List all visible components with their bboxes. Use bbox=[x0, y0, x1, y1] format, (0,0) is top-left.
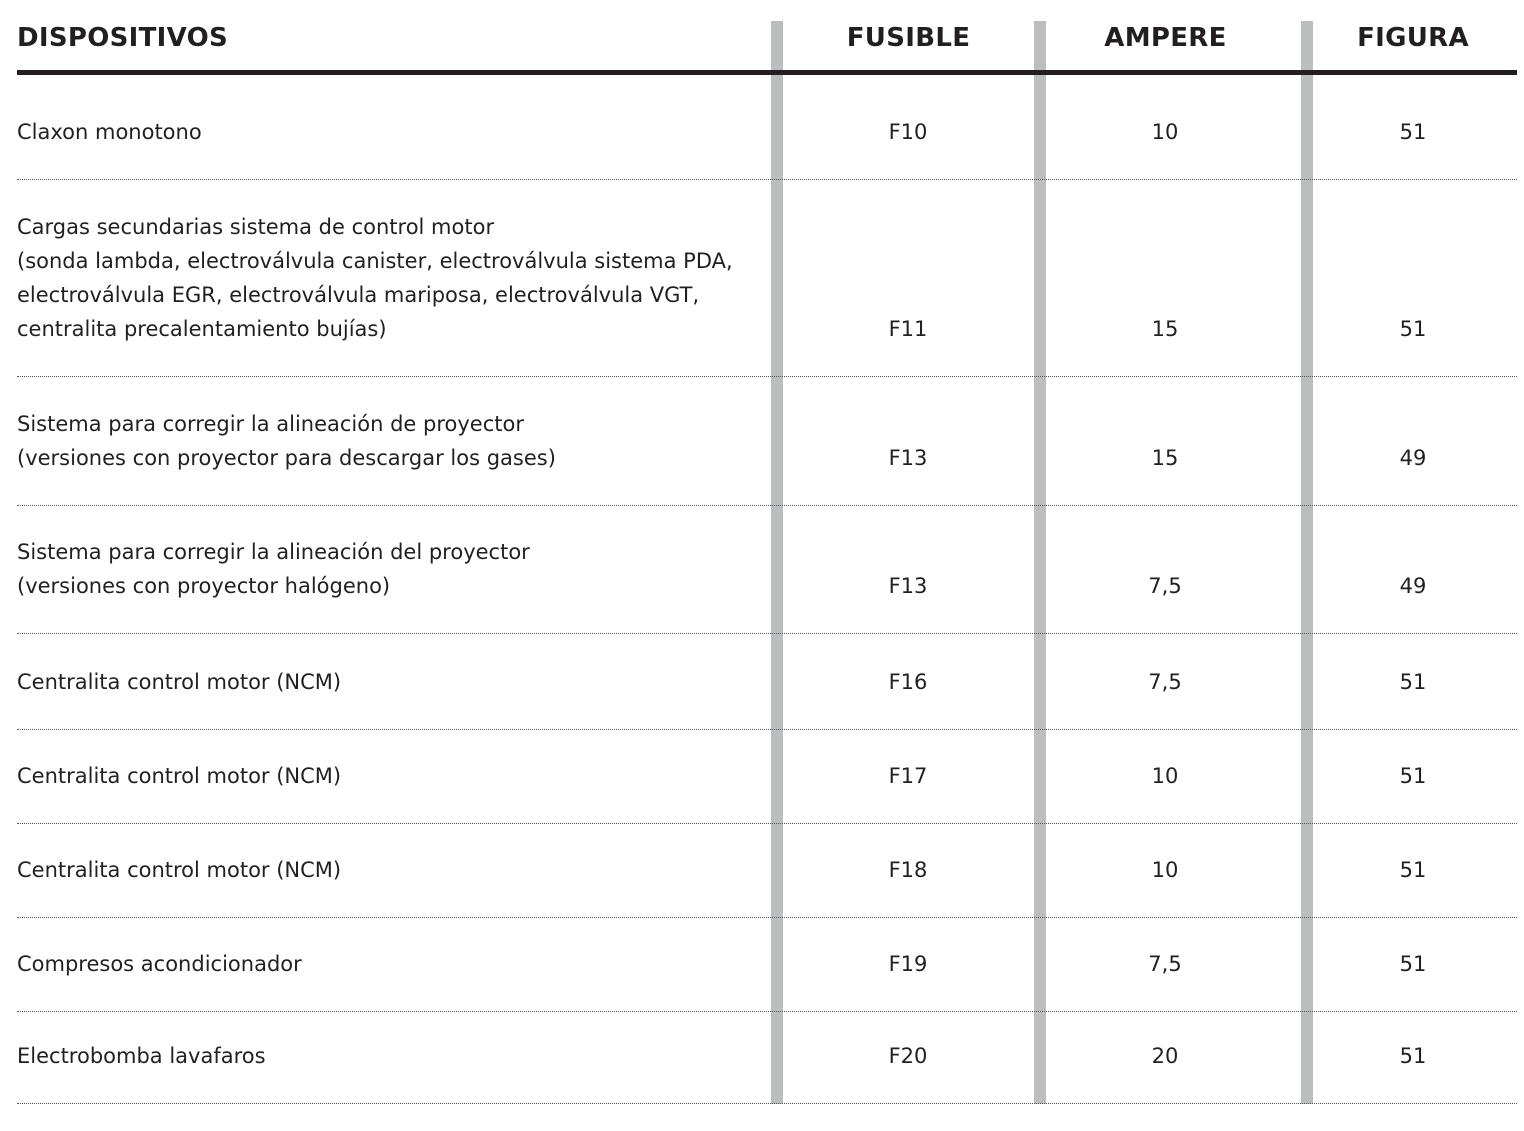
header-fusible: FUSIBLE bbox=[846, 23, 971, 53]
device-cell: Centralita control motor (NCM) bbox=[17, 764, 342, 788]
figure-cell: 49 bbox=[1399, 446, 1427, 470]
fuse-cell: F10 bbox=[888, 120, 928, 144]
figure-cell: 51 bbox=[1399, 317, 1427, 341]
table-row bbox=[17, 1012, 1517, 1104]
device-cell: Compresos acondicionador bbox=[17, 952, 302, 976]
fuse-cell: F19 bbox=[888, 952, 928, 976]
device-cell: Sistema para corregir la alineación del proyector (versiones con proyector halógeno) bbox=[17, 540, 530, 598]
fuse-cell: F13 bbox=[888, 574, 928, 598]
fuse-cell: F11 bbox=[888, 317, 928, 341]
fuse-cell: F17 bbox=[888, 764, 928, 788]
device-cell: Sistema para corregir la alineación de proyector (versiones con proyector para descargar los gases) bbox=[17, 412, 556, 470]
table-row bbox=[17, 918, 1517, 1012]
header-figura: FIGURA bbox=[1357, 23, 1469, 53]
device-cell: Cargas secundarias sistema de control motor (sonda lambda, electroválvula canister, electroválvula sistema PDA, electroválvula EGR, electroválvula mariposa, electroválvula VGT, centralita precalentamiento bujías) bbox=[17, 215, 733, 341]
ampere-cell: 15 bbox=[1151, 317, 1179, 341]
table-row bbox=[17, 377, 1517, 506]
figure-cell: 51 bbox=[1399, 120, 1427, 144]
figure-cell: 51 bbox=[1399, 952, 1427, 976]
fuse-cell: F18 bbox=[888, 858, 928, 882]
device-cell: Centralita control motor (NCM) bbox=[17, 858, 342, 882]
header-dispositivos: DISPOSITIVOS bbox=[17, 23, 229, 53]
fuse-cell: F20 bbox=[888, 1044, 928, 1068]
table-row bbox=[17, 506, 1517, 634]
device-cell: Centralita control motor (NCM) bbox=[17, 670, 342, 694]
figure-cell: 49 bbox=[1399, 574, 1427, 598]
table-row bbox=[17, 634, 1517, 730]
fuse-cell: F13 bbox=[888, 446, 928, 470]
header-ampere: AMPERE bbox=[1104, 23, 1227, 53]
ampere-cell: 10 bbox=[1151, 120, 1179, 144]
ampere-cell: 7,5 bbox=[1148, 952, 1182, 976]
fuse-table bbox=[17, 75, 1517, 1104]
ampere-cell: 7,5 bbox=[1148, 670, 1182, 694]
figure-cell: 51 bbox=[1399, 670, 1427, 694]
ampere-cell: 10 bbox=[1151, 764, 1179, 788]
device-cell: Claxon monotono bbox=[17, 120, 202, 144]
table-row bbox=[17, 824, 1517, 918]
figure-cell: 51 bbox=[1399, 764, 1427, 788]
ampere-cell: 7,5 bbox=[1148, 574, 1182, 598]
fuse-cell: F16 bbox=[888, 670, 928, 694]
table-row bbox=[17, 75, 1517, 180]
table-row bbox=[17, 180, 1517, 377]
ampere-cell: 20 bbox=[1151, 1044, 1179, 1068]
figure-cell: 51 bbox=[1399, 1044, 1427, 1068]
device-cell: Electrobomba lavafaros bbox=[17, 1044, 266, 1068]
figure-cell: 51 bbox=[1399, 858, 1427, 882]
table-row bbox=[17, 730, 1517, 824]
ampere-cell: 10 bbox=[1151, 858, 1179, 882]
ampere-cell: 15 bbox=[1151, 446, 1179, 470]
